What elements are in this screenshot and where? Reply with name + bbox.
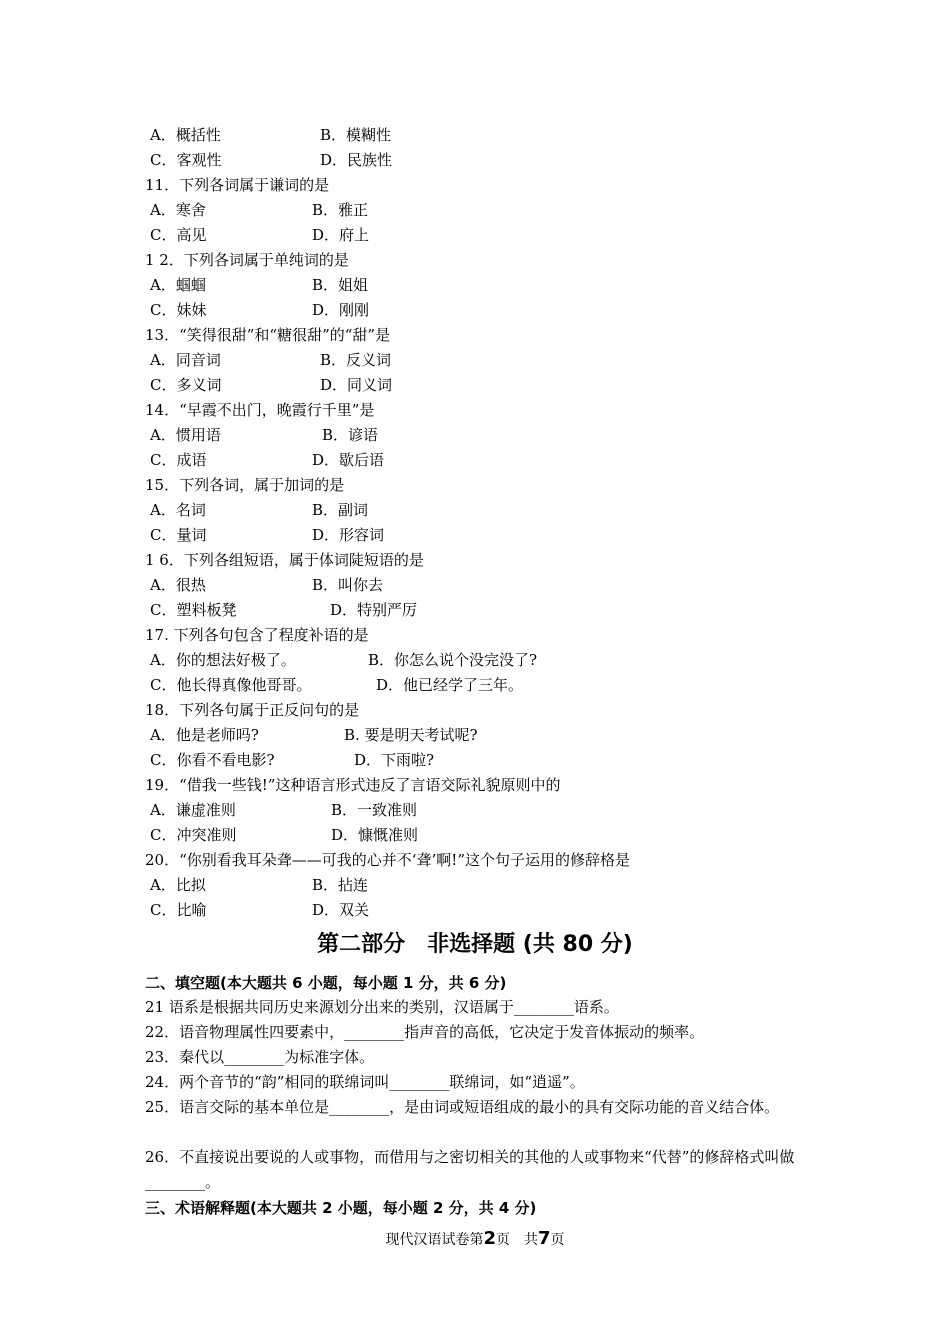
q15-option-d: D．形容词 bbox=[312, 526, 385, 544]
q20-option-b: B．拈连 bbox=[312, 876, 369, 894]
q14-option-b: B．谚语 bbox=[322, 426, 379, 444]
footer-total-pages: 7 bbox=[538, 1228, 551, 1249]
q20-option-d: D．双关 bbox=[312, 901, 370, 919]
q18-option-c: C．你看不看电影? bbox=[150, 751, 275, 769]
q16-option-b: B．叫你去 bbox=[312, 576, 384, 594]
section3-title: 三、术语解释题(本大题共 2 小题，每小题 2 分，共 4 分) bbox=[145, 1199, 537, 1217]
q15-option-b: B．副词 bbox=[312, 501, 369, 519]
q15-option-a: A．名词 bbox=[150, 501, 206, 519]
q12-option-d: D．刚刚 bbox=[312, 301, 370, 319]
footer-prefix: 现代汉语试卷第 bbox=[385, 1232, 484, 1248]
q10-option-d: D．民族性 bbox=[320, 151, 393, 169]
section2-title: 二、填空题(本大题共 6 小题，每小题 1 分，共 6 分) bbox=[145, 974, 507, 992]
q12-option-a: A．蝈蝈 bbox=[150, 276, 206, 294]
q15-option-c: C．量词 bbox=[150, 526, 207, 544]
q16-stem: 1 6．下列各组短语，属于体词陡短语的是 bbox=[145, 551, 424, 569]
fill-item-23: 23．秦代以________为标准字体。 bbox=[145, 1048, 375, 1066]
fill-item-24: 24．两个音节的“韵”相同的联绵词叫________联绵词，如“逍遥”。 bbox=[145, 1073, 585, 1091]
fill-item-22: 22．语音物理属性四要素中，________指声音的高低，它决定于发音体振动的频率。 bbox=[145, 1023, 705, 1041]
q11-stem: 11．下列各词属于谦词的是 bbox=[145, 176, 330, 194]
footer-mid: 页 共 bbox=[496, 1232, 538, 1248]
q18-option-d: D．下雨啦? bbox=[354, 751, 435, 769]
fill-item-25: 25．语言交际的基本单位是________，是由词或短语组成的最小的具有交际功能的音义结合体。 bbox=[145, 1098, 780, 1116]
q12-stem: 1 2．下列各词属于单纯词的是 bbox=[145, 251, 349, 269]
q14-option-d: D．歇后语 bbox=[312, 451, 385, 469]
q16-option-d: D．特别严厉 bbox=[330, 601, 418, 619]
q19-option-d: D．慷慨准则 bbox=[331, 826, 419, 844]
q18-option-b: B. 要是明天考试呢? bbox=[344, 726, 478, 744]
footer-page-number: 2 bbox=[483, 1228, 496, 1249]
q19-option-c: C．冲突准则 bbox=[150, 826, 237, 844]
part2-heading: 第二部分 非选择题 (共 80 分) bbox=[317, 932, 633, 957]
q13-option-b: B．反义词 bbox=[320, 351, 392, 369]
q11-option-a: A．寒舍 bbox=[150, 201, 206, 219]
q18-option-a: A．他是老师吗? bbox=[150, 726, 259, 744]
q20-option-a: A．比拟 bbox=[150, 876, 206, 894]
footer-suffix: 页 bbox=[550, 1232, 565, 1248]
q17-option-a: A．你的想法好极了。 bbox=[150, 651, 296, 669]
q11-option-b: B．雅正 bbox=[312, 201, 369, 219]
q13-stem: 13．“笑得很甜”和“糖很甜”的“甜”是 bbox=[145, 326, 391, 344]
q20-stem: 20．“你别看我耳朵聋——可我的心并不‘聋’啊!”这个句子运用的修辞格是 bbox=[145, 851, 630, 869]
q13-option-d: D．同义词 bbox=[320, 376, 393, 394]
q15-stem: 15．下列各词，属于加词的是 bbox=[145, 476, 345, 494]
q14-stem: 14．“早霞不出门，晚霞行千里”是 bbox=[145, 401, 375, 419]
q14-option-a: A．惯用语 bbox=[150, 426, 221, 444]
fill-item-26: 26．不直接说出要说的人或事物，而借用与之密切相关的其他的人或事物来“代替”的修辞格式叫做________。 bbox=[145, 1148, 795, 1191]
q14-option-c: C．成语 bbox=[150, 451, 207, 469]
q13-option-c: C．多义词 bbox=[150, 376, 222, 394]
q18-stem: 18．下列各句属于正反问句的是 bbox=[145, 701, 360, 719]
q10-option-c: C．客观性 bbox=[150, 151, 222, 169]
q16-option-c: C．塑料板凳 bbox=[150, 601, 237, 619]
page-footer bbox=[0, 1228, 950, 1251]
q20-option-c: C．比喻 bbox=[150, 901, 207, 919]
fill-item-21: 21 语系是根据共同历史来源划分出来的类别，汉语属于________语系。 bbox=[145, 998, 619, 1016]
q17-option-d: D．他已经学了三年。 bbox=[376, 676, 524, 694]
q16-option-a: A．很热 bbox=[150, 576, 206, 594]
q17-stem: 17. 下列各句包含了程度补语的是 bbox=[145, 626, 369, 644]
q13-option-a: A．同音词 bbox=[150, 351, 221, 369]
q19-stem: 19．“借我一些钱!”这种语言形式违反了言语交际礼貌原则中的 bbox=[145, 776, 561, 794]
q17-option-c: C．他长得真像他哥哥。 bbox=[150, 676, 312, 694]
q17-option-b: B．你怎么说个没完没了? bbox=[368, 651, 538, 669]
q11-option-d: D．府上 bbox=[312, 226, 370, 244]
q19-option-a: A．谦虚准则 bbox=[150, 801, 236, 819]
q10-option-b: B．模糊性 bbox=[320, 126, 392, 144]
q19-option-b: B．一致准则 bbox=[331, 801, 418, 819]
q12-option-b: B．姐姐 bbox=[312, 276, 369, 294]
q12-option-c: C．妹妹 bbox=[150, 301, 207, 319]
q10-option-a: A．概括性 bbox=[150, 126, 221, 144]
q11-option-c: C．高见 bbox=[150, 226, 207, 244]
